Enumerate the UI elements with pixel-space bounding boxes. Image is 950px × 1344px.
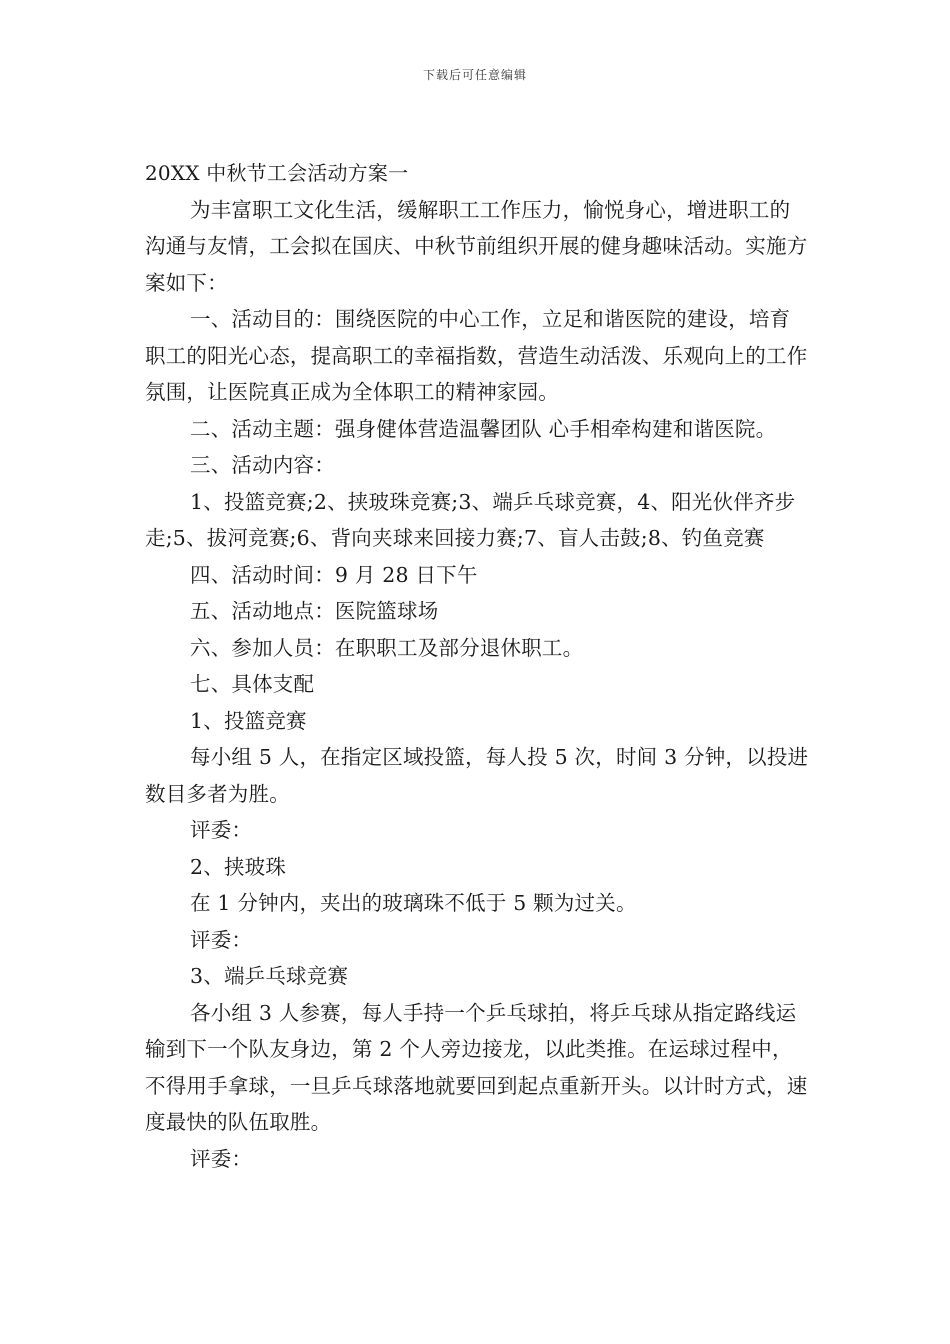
paragraph-basketball-heading: 1、投篮竞赛: [190, 708, 307, 733]
paragraph-marbles-rules: 在 1 分钟内，夹出的玻璃珠不低于 5 颗为过关。: [190, 891, 637, 915]
document-body: [145, 155, 810, 1177]
paragraph-purpose: 一、活动目的：围绕医院的中心工作，立足和谐医院的建设，培育职工的阳光心态，提高职工的幸福指数，营造生动活泼、乐观向上的工作氛围，让医院真正成为全体职工的精神家园。: [145, 307, 808, 404]
paragraph-content-list: 1、投篮竞赛;2、挟玻珠竞赛;3、端乒乓球竞赛，4、阳光伙伴齐步走;5、拔河竞赛;6、背向夹球来回接力赛;7、盲人击鼓;8、钓鱼竞赛: [145, 489, 796, 550]
header-note: 下载后可任意编辑: [422, 68, 527, 82]
paragraph-arrangement-heading: 七、具体支配: [190, 672, 315, 696]
paragraph-content-heading: 三、活动内容：: [190, 453, 335, 477]
paragraph-pingpong-heading: 3、端乒乓球竞赛: [190, 964, 349, 988]
document-title: 20XX 中秋节工会活动方案一: [145, 161, 409, 185]
paragraph-intro: 为丰富职工文化生活，缓解职工工作压力，愉悦身心，增进职工的沟通与友情，工会拟在国庆、中秋节前组织开展的健身趣味活动。实施方案如下：: [145, 197, 808, 295]
paragraph-basketball-rules: 每小组 5 人，在指定区域投篮，每人投 5 次，时间 3 分钟，以投进数目多者为胜。: [145, 745, 809, 806]
paragraph-judges-3: 评委：: [190, 1146, 253, 1171]
paragraph-judges-1: 评委：: [190, 818, 253, 842]
paragraph-theme: 二、活动主题：强身健体营造温馨团队 心手相牵构建和谐医院。: [190, 416, 777, 441]
paragraph-marbles-heading: 2、挟玻珠: [190, 854, 287, 879]
paragraph-location: 五、活动地点：医院篮球场: [190, 599, 439, 623]
paragraph-participants: 六、参加人员：在职职工及部分退休职工。: [190, 635, 584, 660]
paragraph-pingpong-rules: 各小组 3 人参赛，每人手持一个乒乓球拍，将乒乓球从指定路线运输到下一个队友身边，第 2 个人旁边接龙，以此类推。在运球过程中，不得用手拿球，一旦乒乓球落地就要回到起点重新开头。以计时方式，速度最快的队伍取胜。: [145, 1000, 808, 1134]
paragraph-judges-2: 评委：: [190, 927, 253, 952]
paragraph-time: 四、活动时间：9 月 28 日下午: [190, 562, 478, 587]
